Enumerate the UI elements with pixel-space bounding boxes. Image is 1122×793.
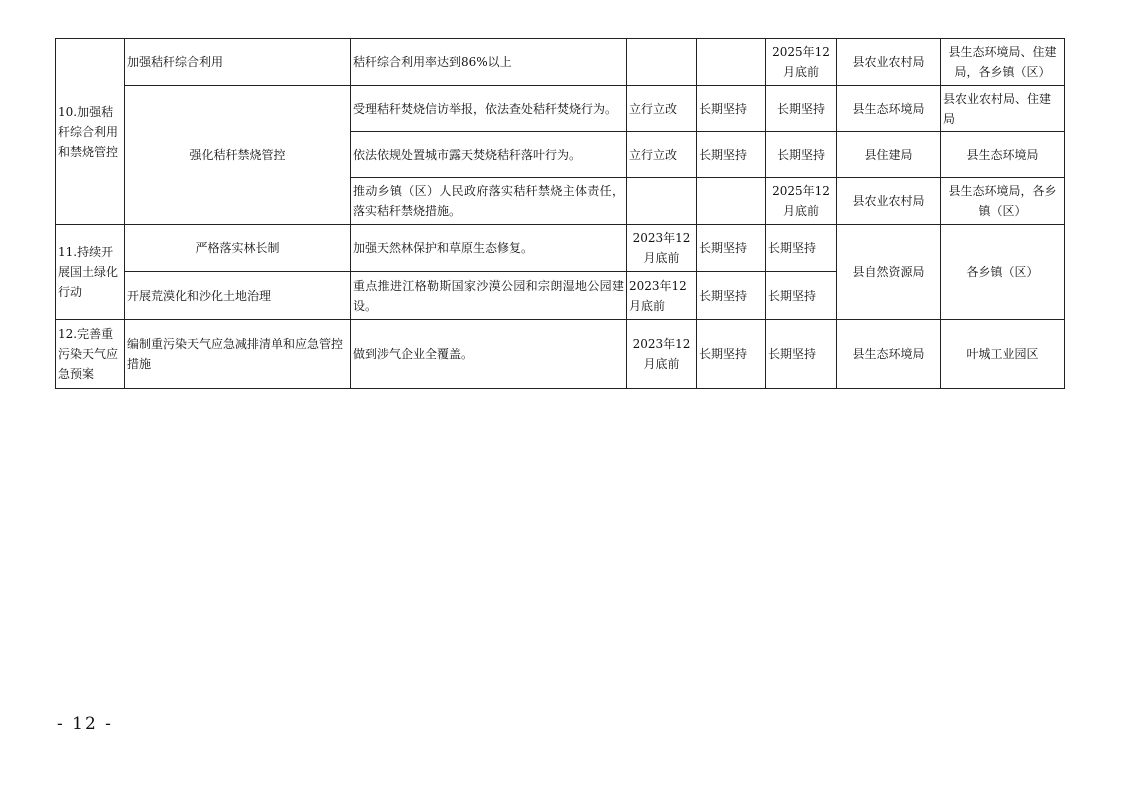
content-cell: 依法依规处置城市露天焚烧秸秆落叶行为。	[351, 132, 627, 178]
col5-cell: 长期坚持	[697, 225, 766, 272]
col4-cell: 2023年12月底前	[627, 272, 697, 320]
lead-unit-cell: 县农业农村局	[837, 39, 941, 86]
measure-cell: 开展荒漠化和沙化土地治理	[125, 272, 351, 320]
content-cell: 受理秸秆焚烧信访举报，依法查处秸秆焚烧行为。	[351, 86, 627, 132]
col4-cell: 立行立改	[627, 86, 697, 132]
table-row	[56, 86, 1065, 132]
task-cell: 11.持续开展国土绿化行动	[56, 225, 125, 320]
measure-cell: 严格落实林长制	[125, 225, 351, 272]
col5-cell	[697, 39, 766, 86]
coop-unit-cell: 县生态环境局、住建局，各乡镇（区）	[941, 39, 1065, 86]
table-row	[56, 320, 1065, 389]
task-cell: 10.加强秸秆综合利用和禁烧管控	[56, 39, 125, 225]
lead-unit-cell: 县农业农村局	[837, 178, 941, 225]
deadline-cell: 长期坚持	[766, 86, 837, 132]
coop-unit-cell: 各乡镇（区）	[941, 225, 1065, 320]
lead-unit-cell: 县生态环境局	[837, 86, 941, 132]
task-cell: 12.完善重污染天气应急预案	[56, 320, 125, 389]
col4-cell	[627, 39, 697, 86]
lead-unit-cell: 县生态环境局	[837, 320, 941, 389]
deadline-cell: 2025年12月底前	[766, 39, 837, 86]
deadline-cell: 长期坚持	[766, 272, 837, 320]
col5-cell	[697, 178, 766, 225]
coop-unit-cell: 叶城工业园区	[941, 320, 1065, 389]
content-cell: 重点推进江格勒斯国家沙漠公园和宗朗湿地公园建设。	[351, 272, 627, 320]
deadline-cell: 长期坚持	[766, 132, 837, 178]
col5-cell: 长期坚持	[697, 272, 766, 320]
task-table	[55, 38, 1065, 389]
col5-cell: 长期坚持	[697, 132, 766, 178]
content-cell: 秸秆综合利用率达到86%以上	[351, 39, 627, 86]
table-row	[56, 39, 1065, 86]
content-cell: 加强天然林保护和草原生态修复。	[351, 225, 627, 272]
coop-unit-cell: 县生态环境局	[941, 132, 1065, 178]
col4-cell: 立行立改	[627, 132, 697, 178]
col4-cell	[627, 178, 697, 225]
col4-cell: 2023年12月底前	[627, 225, 697, 272]
col5-cell: 长期坚持	[697, 86, 766, 132]
table-row	[56, 225, 1065, 272]
coop-unit-cell: 县农业农村局、住建局	[941, 86, 1065, 132]
col5-cell: 长期坚持	[697, 320, 766, 389]
deadline-cell: 2025年12月底前	[766, 178, 837, 225]
lead-unit-cell: 县住建局	[837, 132, 941, 178]
content-cell: 做到涉气企业全覆盖。	[351, 320, 627, 389]
measure-cell: 编制重污染天气应急减排清单和应急管控措施	[125, 320, 351, 389]
measure-cell: 强化秸秆禁烧管控	[125, 86, 351, 225]
lead-unit-cell: 县自然资源局	[837, 225, 941, 320]
coop-unit-cell: 县生态环境局，各乡镇（区）	[941, 178, 1065, 225]
deadline-cell: 长期坚持	[766, 320, 837, 389]
page-number: - 12 -	[57, 714, 113, 734]
measure-cell: 加强秸秆综合利用	[125, 39, 351, 86]
col4-cell: 2023年12月底前	[627, 320, 697, 389]
content-cell: 推动乡镇（区）人民政府落实秸秆禁烧主体责任，落实秸秆禁烧措施。	[351, 178, 627, 225]
deadline-cell: 长期坚持	[766, 225, 837, 272]
